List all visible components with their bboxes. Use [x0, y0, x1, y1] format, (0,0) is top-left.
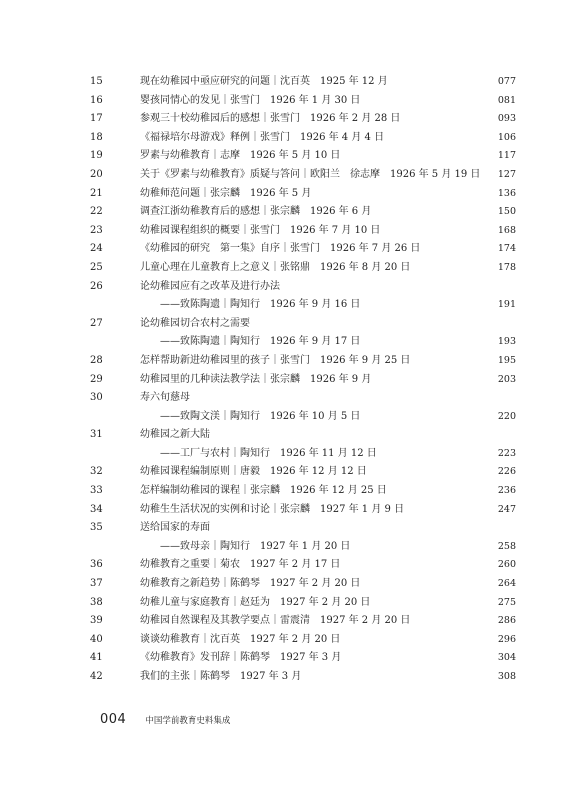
entry-page-number: 193 [497, 336, 516, 348]
footer-book-title: 中国学前教育史料集成 [145, 715, 231, 726]
footer-page-number: 004 [100, 712, 127, 727]
entry-subtitle: ——致陈陶遗｜陶知行 1926 年 9 月 16 日 [160, 299, 361, 311]
toc-entry-row [90, 371, 516, 390]
toc-entry-row [90, 185, 516, 204]
entry-subtitle: ——致陈陶遗｜陶知行 1926 年 9 月 17 日 [160, 336, 361, 348]
entry-title: 幼稚园自然课程及其教学要点｜雷震清 1927 年 2 月 20 日 [140, 615, 411, 627]
entry-page-number: 178 [497, 261, 516, 273]
entry-page-number: 127 [497, 168, 516, 180]
entry-title: 婴孩同情心的发见｜张雪门 1926 年 1 月 30 日 [140, 94, 361, 106]
entry-title: 《幼稚教育》发刊辞｜陈鹤琴 1927 年 3 月 [140, 652, 342, 664]
toc-entry-row [90, 519, 516, 538]
toc-entry [90, 575, 516, 594]
toc-entry [90, 240, 516, 259]
entry-number: 17 [90, 113, 103, 125]
entry-number: 39 [90, 615, 103, 627]
toc-entry [90, 73, 516, 92]
entry-number: 42 [90, 671, 103, 682]
toc-entry-subtitle-row [90, 445, 516, 464]
entry-page-number: 174 [497, 243, 516, 255]
toc-entry-row [90, 575, 516, 594]
entry-page-number: 077 [497, 76, 516, 87]
toc-entry-row [90, 203, 516, 222]
toc-entry-row [90, 501, 516, 520]
toc-entry-subtitle-row [90, 296, 516, 315]
entry-title: 《福禄培尔母游戏》释例｜张雪门 1926 年 4 月 4 日 [140, 131, 385, 143]
entry-number: 20 [90, 168, 103, 180]
entry-title: 我们的主张｜陈鹤琴 1927 年 3 月 [140, 671, 302, 682]
entry-title: 参观三十校幼稚园后的感想｜张雪门 1926 年 2 月 28 日 [140, 113, 401, 125]
entry-number: 22 [90, 206, 103, 218]
toc-entry-row [90, 92, 516, 111]
entry-title: 怎样编制幼稚园的课程｜张宗麟 1926 年 12 月 25 日 [140, 485, 387, 497]
entry-page-number: 136 [497, 187, 516, 199]
toc-entry [90, 203, 516, 222]
entry-number: 37 [90, 578, 103, 590]
entry-title: 寿六旬慈母 [140, 392, 190, 404]
entry-page-number: 191 [497, 299, 516, 311]
toc-entry [90, 389, 516, 426]
entry-title: 幼稚教育之重要｜菊农 1927 年 2 月 17 日 [140, 559, 341, 571]
toc-entry-row [90, 668, 516, 687]
entry-page-number: 220 [497, 410, 516, 422]
entry-page-number: 117 [497, 150, 516, 162]
entry-number: 41 [90, 652, 103, 664]
entry-number: 31 [90, 429, 103, 441]
entry-title: 论幼稚园切合农村之需要 [140, 317, 250, 329]
toc-entry [90, 501, 516, 520]
entry-title: 儿童心理在儿童教育上之意义｜张铭鼎 1926 年 8 月 20 日 [140, 261, 411, 273]
toc-entry-row [90, 259, 516, 278]
toc-entry [90, 129, 516, 148]
entry-page-number: 168 [497, 224, 516, 236]
entry-number: 26 [90, 280, 103, 292]
toc-entry [90, 222, 516, 241]
entry-title: 幼稚师范问题｜张宗麟 1926 年 5 月 [140, 187, 312, 199]
table-of-contents [90, 73, 516, 687]
entry-subtitle: ——致母亲｜陶知行 1927 年 1 月 20 日 [160, 540, 351, 552]
toc-entry-row [90, 631, 516, 650]
toc-entry-row [90, 482, 516, 501]
toc-entry-row [90, 73, 516, 92]
toc-entry [90, 482, 516, 501]
entry-number: 15 [90, 76, 103, 87]
toc-entry-row [90, 594, 516, 613]
entry-number: 33 [90, 485, 103, 497]
toc-entry [90, 594, 516, 613]
entry-title: 谈谈幼稚教育｜沈百英 1927 年 2 月 20 日 [140, 633, 341, 645]
entry-title: 怎样帮助新进幼稚园里的孩子｜张雪门 1926 年 9 月 25 日 [140, 354, 411, 366]
toc-entry-row [90, 556, 516, 575]
toc-entry-row [90, 147, 516, 166]
toc-entry [90, 315, 516, 352]
entry-number: 24 [90, 243, 103, 255]
entry-number: 28 [90, 354, 103, 366]
toc-entry-subtitle-row [90, 538, 516, 557]
entry-title: 幼稚园里的几种读法教学法｜张宗麟 1926 年 9 月 [140, 373, 372, 385]
entry-title: 《幼稚园的研究 第一集》自序｜张雪门 1926 年 7 月 26 日 [140, 243, 421, 255]
entry-number: 19 [90, 150, 103, 162]
toc-entry [90, 519, 516, 556]
toc-entry-row [90, 315, 516, 334]
toc-entry [90, 556, 516, 575]
entry-page-number: 304 [497, 652, 516, 664]
toc-entry-row [90, 389, 516, 408]
entry-title: 论幼稚园应有之改革及进行办法 [140, 280, 280, 292]
toc-entry-subtitle-row [90, 408, 516, 427]
entry-page-number: 236 [497, 485, 516, 497]
entry-page-number: 260 [497, 559, 516, 571]
entry-number: 38 [90, 596, 103, 608]
toc-entry [90, 166, 516, 185]
entry-number: 23 [90, 224, 103, 236]
toc-entry [90, 612, 516, 631]
entry-title: 幼稚园课程编制原则｜唐毅 1926 年 12 月 12 日 [140, 466, 367, 478]
toc-entry [90, 92, 516, 111]
toc-entry [90, 147, 516, 166]
entry-title: 现在幼稚园中亟应研究的问题｜沈百英 1925 年 12 月 [140, 76, 388, 87]
toc-entry [90, 631, 516, 650]
toc-entry [90, 278, 516, 315]
entry-number: 18 [90, 131, 103, 143]
entry-number: 27 [90, 317, 103, 329]
toc-entry [90, 649, 516, 668]
toc-entry-row [90, 612, 516, 631]
toc-entry [90, 110, 516, 129]
entry-page-number: 223 [497, 447, 516, 459]
entry-number: 36 [90, 559, 103, 571]
entry-title: 幼稚教育之新趋势｜陈鹤琴 1927 年 2 月 20 日 [140, 578, 361, 590]
entry-title: 幼稚园之新大陆 [140, 429, 210, 441]
toc-entry-subtitle-row [90, 333, 516, 352]
toc-entry [90, 185, 516, 204]
entry-number: 21 [90, 187, 103, 199]
entry-page-number: 275 [497, 596, 516, 608]
entry-number: 30 [90, 392, 103, 404]
entry-page-number: 258 [497, 540, 516, 552]
toc-entry [90, 426, 516, 463]
toc-entry [90, 371, 516, 390]
toc-entry [90, 352, 516, 371]
entry-page-number: 081 [497, 94, 516, 106]
entry-title: 幼稚儿童与家庭教育｜赵廷为 1927 年 2 月 20 日 [140, 596, 371, 608]
toc-entry-row [90, 129, 516, 148]
toc-entry-row [90, 222, 516, 241]
entry-page-number: 195 [497, 354, 516, 366]
entry-page-number: 150 [497, 206, 516, 218]
toc-entry-row [90, 352, 516, 371]
entry-title: 调查江浙幼稚教育后的感想｜张宗麟 1926 年 6 月 [140, 206, 372, 218]
entry-number: 35 [90, 522, 103, 534]
entry-page-number: 247 [497, 503, 516, 515]
entry-number: 40 [90, 633, 103, 645]
toc-entry-row [90, 278, 516, 297]
entry-page-number: 093 [497, 113, 516, 125]
entry-title: 幼稚生生活状况的实例和讨论｜张宗麟 1927 年 1 月 9 日 [140, 503, 405, 515]
toc-entry-row [90, 166, 516, 185]
entry-subtitle: ——致陶文渼｜陶知行 1926 年 10 月 5 日 [160, 410, 361, 422]
toc-entry [90, 668, 516, 687]
entry-title: 关于《罗素与幼稚教育》质疑与答问｜欧阳兰 徐志摩 1926 年 5 月 19 日 [140, 168, 481, 180]
toc-entry-row [90, 240, 516, 259]
entry-title: 幼稚园课程组织的概要｜张雪门 1926 年 7 月 10 日 [140, 224, 381, 236]
entry-page-number: 264 [497, 578, 516, 590]
toc-entry [90, 259, 516, 278]
entry-page-number: 308 [497, 671, 516, 682]
entry-page-number: 286 [497, 615, 516, 627]
entry-subtitle: ——工厂与农村｜陶知行 1926 年 11 月 12 日 [160, 447, 377, 459]
entry-title: 送给国家的寿面 [140, 522, 210, 534]
entry-number: 16 [90, 94, 103, 106]
entry-number: 29 [90, 373, 103, 385]
page-footer [100, 709, 230, 728]
toc-entry-row [90, 463, 516, 482]
entry-number: 32 [90, 466, 103, 478]
entry-page-number: 226 [497, 466, 516, 478]
entry-number: 25 [90, 261, 103, 273]
toc-entry-row [90, 649, 516, 668]
entry-title: 罗素与幼稚教育｜志摩 1926 年 5 月 10 日 [140, 150, 341, 162]
entry-page-number: 106 [497, 131, 516, 143]
toc-entry [90, 463, 516, 482]
entry-page-number: 296 [497, 633, 516, 645]
entry-page-number: 203 [497, 373, 516, 385]
entry-number: 34 [90, 503, 103, 515]
toc-entry-row [90, 110, 516, 129]
toc-entry-row [90, 426, 516, 445]
